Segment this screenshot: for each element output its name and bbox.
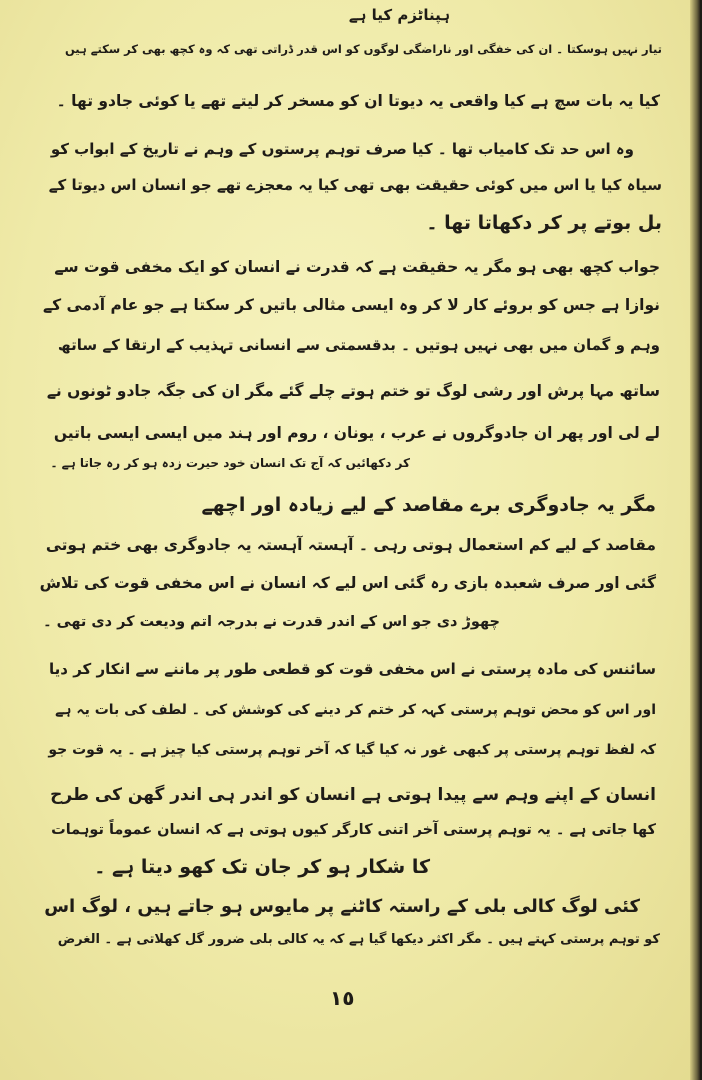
- text-line: لے لی اور پھر ان جادوگروں نے عرب ، یونان ، روم اور ہند میں ایسی ایسی باتیں: [53, 424, 660, 442]
- text-line: مقاصد کے لیے کم استعمال ہوتی رہی ۔ آہستہ آہستہ یہ جادوگری بھی ختم ہوتی: [45, 536, 656, 554]
- text-line: کہ لفظ توہم پرستی پر کبھی غور نہ کیا گیا کہ آخر توہم پرستی کیا چیز ہے ۔ یہ قوت جو: [48, 742, 656, 758]
- text-line: وہ اس حد تک کامیاب تھا ۔ کیا صرف توہم پرستوں کے وہم نے تاریخ کے ابواب کو: [50, 140, 634, 158]
- text-line: وہم و گمان میں بھی نہیں ہوتیں ۔ بدقسمتی سے انسانی تہذیب کے ارتقا کے ساتھ: [57, 336, 660, 354]
- text-line: سائنس کی مادہ پرستی نے اس مخفی قوت کو قطعی طور پر ماننے سے انکار کر دیا: [49, 660, 656, 678]
- text-line: سیاہ کیا یا اس میں کوئی حقیقت بھی تھی کیا یہ معجزے تھے جو انسان اس دیوتا کے: [48, 176, 662, 194]
- page-edge-shadow: [690, 0, 700, 1080]
- text-line: کر دکھائیں کہ آج تک انسان خود حیرت زدہ ہو کر رہ جاتا ہے ۔: [50, 456, 410, 470]
- text-line: گئی اور صرف شعبدہ بازی رہ گئی اس لیے کہ انسان نے اس مخفی قوت کی تلاش: [39, 574, 656, 592]
- text-line: کھا جاتی ہے ۔ یہ توہم پرستی آخر اتنی کارگر کیوں ہوتی ہے کہ انسان عموماً توہمات: [51, 822, 656, 838]
- text-line: انسان کے اپنے وہم سے پیدا ہوتی ہے انسان کو اندر ہی اندر گھن کی طرح: [50, 785, 656, 805]
- text-line: چھوڑ دی جو اس کے اندر قدرت نے بدرجہ اتم ودیعت کر دی تھی ۔: [43, 614, 500, 630]
- text-line: نوازا ہے جس کو بروئے کار لا کر وہ ایسی مثالی باتیں کر سکتا ہے جو عام آدمی کے: [43, 296, 660, 314]
- text-line: جواب کچھ بھی ہو مگر یہ حقیقت ہے کہ قدرت نے انسان کو ایک مخفی قوت سے: [54, 258, 660, 276]
- text-line: اور اس کو محض توہم پرستی کہہ کر ختم کر دینے کی کوشش کی ۔ لطف کی بات یہ ہے: [55, 702, 656, 718]
- text-line: بل بوتے پر کر دکھاتا تھا ۔: [426, 212, 662, 234]
- text-line: کا شکار ہو کر جان تک کھو دیتا ہے ۔: [94, 856, 430, 878]
- text-line: کیا یہ بات سچ ہے کیا واقعی یہ دیوتا ان کو مسخر کر لیتے تھے یا کوئی جادو تھا ۔: [56, 92, 660, 110]
- text-line: مگر یہ جادوگری برے مقاصد کے لیے زیادہ اور اچھے: [201, 494, 656, 516]
- page-header: ہپناٹزم کیا ہے: [348, 6, 450, 24]
- text-line: کئی لوگ کالی بلی کے راستہ کاٹنے پر مایوس ہو جاتے ہیں ، لوگ اس: [44, 896, 640, 917]
- text-line: تیار نہیں ہوسکتا ۔ ان کی خفگی اور ناراضگی لوگوں کو اس قدر ڈراتی تھی کہ وہ کچھ بھی کر سکتے ہیں: [64, 42, 662, 56]
- text-line: ساتھ مہا پرش اور رشی لوگ تو ختم ہوتے چلے گئے مگر ان کی جگہ جادو ٹونوں نے: [46, 382, 660, 400]
- text-line: کو توہم پرستی کہتے ہیں ۔ مگر اکثر دیکھا گیا ہے کہ یہ کالی بلی ضرور گل کھلاتی ہے ۔ الغرض: [57, 932, 660, 947]
- page-number: ١٥: [330, 986, 355, 1010]
